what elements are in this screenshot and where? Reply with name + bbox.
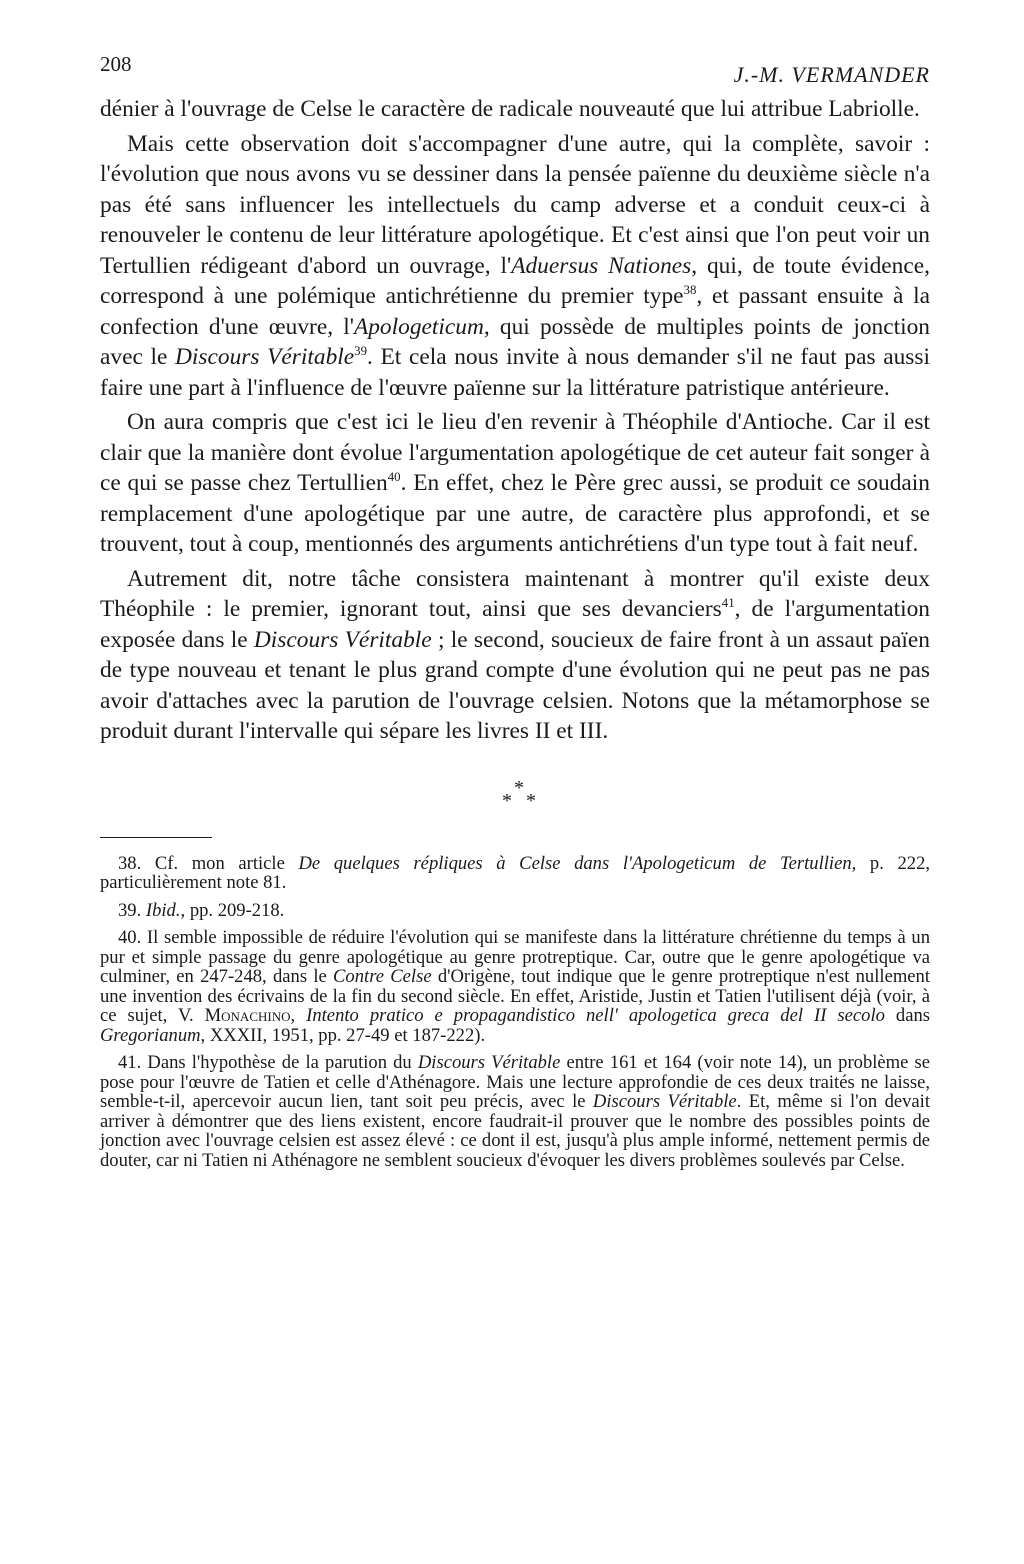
note-ref-39[interactable]: 39 bbox=[354, 344, 368, 359]
footnote-number: 41. bbox=[118, 1052, 142, 1073]
title-apologeticum: Apologeticum bbox=[353, 313, 484, 340]
paragraph-2-text: . Et cela nous invite à nous demander s'il ne faut pas aussi faire une part à l'influence de l'œuvre païenne sur la littérature patristique antérieure. bbox=[100, 344, 930, 401]
title-discours-veritable: Discours Véritable bbox=[175, 344, 355, 370]
paragraph-4-text: Autrement dit, notre tâche consistera maintenant à montrer qu'il existe deux Théophile : le premier, ignorant tout, ainsi que ses devanciers bbox=[100, 565, 930, 622]
asterism-divider bbox=[490, 777, 550, 817]
footnote-text: , p. 222, particulièrement note 81. bbox=[100, 852, 931, 893]
footnote-title: Contre Celse bbox=[333, 966, 432, 987]
asterisk-icon: * bbox=[502, 789, 512, 812]
footnote-ibid: Ibid. bbox=[145, 899, 181, 921]
note-ref-40[interactable]: 40 bbox=[387, 470, 401, 485]
paragraph-2-text: , qui, de toute évidence, correspond à une polémique antichrétienne du premier type bbox=[100, 252, 930, 309]
paragraph-1-text: dénier à l'ouvrage de Celse le caractère de radicale nouveauté que lui attribue Labriolle. bbox=[100, 96, 920, 122]
page-number: 208 bbox=[100, 52, 132, 76]
footnote-41 bbox=[100, 1053, 930, 1170]
footnote-title: Intento pratico e propagandistico nell' apologetica greca del II secolo bbox=[306, 1005, 885, 1026]
asterisk-icon: * bbox=[526, 789, 536, 812]
paragraph-1 bbox=[100, 94, 930, 125]
note-ref-41[interactable]: 41 bbox=[721, 596, 735, 611]
footnote-text: , pp. 209-218. bbox=[180, 899, 285, 921]
paragraph-2 bbox=[100, 129, 930, 404]
footnote-text: dans bbox=[884, 1005, 931, 1026]
footnote-text: entre 161 et 164 (voir note 14), un problème se pose pour l'œuvre de Tatien et celle d'Athénagore. Mais une lecture approfondie de ces deux traités ne laisse, semble-t-il, apercevoir aucun lien, tant soit peu précis, avec le bbox=[100, 1052, 930, 1112]
footnote-39 bbox=[100, 901, 930, 921]
asterisk-icon: * bbox=[514, 776, 524, 799]
paragraph-3-text: . En effet, chez le Père grec aussi, se produit ce soudain remplacement d'une apologétique par une autre, de caractère plus approfondi, et se trouvent, tout à coup, mentionnés des arguments antichrétiens d'un type tout à fait neuf. bbox=[100, 470, 930, 557]
paragraph-4-text: ; le second, soucieux de faire front à un assaut païen de type nouveau et tenant le plus grand compte d'une évolution qui ne peut pas ne pas avoir d'attaches avec la parution de l'ouvrage celsien. Notons que la métamorphose se produit durant l'intervalle qui sépare les livres II et III. bbox=[100, 626, 930, 744]
footnote-text: , XXXII, 1951, pp. 27-49 et 187-222). bbox=[200, 1024, 486, 1046]
footnote-text: , bbox=[290, 1005, 307, 1026]
footnotes bbox=[100, 854, 930, 1171]
footnote-title: Discours Véritable bbox=[417, 1052, 561, 1073]
footnote-text: . Et, même si l'on devait arriver à démontrer que des liens existent, encore faudrait-il prouver que le nombre des possibles points de jonction avec l'ouvrage celsien est assez élevé : ce dont il est, jusqu'à plus ample informé, nettement permis de douter, car ni Tatien ni Athénagore ne semblent soucieux d'évoquer les divers problèmes soulevés par Celse. bbox=[100, 1091, 930, 1171]
footnote-text: d'Origène, tout indique que le genre protreptique n'est nullement une invention des écrivains de la fin du second siècle. En effet, Aristide, Justin et Tatien l'utilisent déjà (voir, à ce sujet, V. bbox=[100, 966, 930, 1026]
footnote-text: Cf. mon article bbox=[141, 852, 299, 874]
title-aduersus-nationes: Aduersus Nationes bbox=[511, 252, 692, 279]
paragraph-3 bbox=[100, 407, 930, 560]
running-head: J.-M. VERMANDER bbox=[733, 62, 930, 87]
body-text bbox=[100, 94, 930, 747]
footnote-separator bbox=[100, 837, 212, 838]
footnote-title: Discours Véritable bbox=[592, 1091, 737, 1112]
footnote-38 bbox=[100, 854, 930, 893]
paragraph-2-text: , qui possède de multiples points de jonction avec le bbox=[100, 313, 930, 370]
footnote-title: De quelques répliques à Celse dans l'Apologeticum de Tertullien bbox=[298, 852, 852, 874]
paragraph-2-text: , et passant ensuite à la confection d'une œuvre, l' bbox=[100, 283, 930, 340]
footnote-text: Dans l'hypothèse de la parution du bbox=[141, 1052, 418, 1073]
author-name: Monachino bbox=[204, 1005, 291, 1026]
paragraph-2-text: Mais cette observation doit s'accompagner d'une autre, qui la complète, savoir : l'évolution que nous avons vu se dessiner dans la pensée païenne du deuxième siècle n'a pas été sans influencer les intellectuels du camp adverse et a conduit ceux-ci à renouveler le contenu de leur littérature apologétique. Et c'est ainsi que l'on peut voir un Tertullien rédigeant d'abord un ouvrage, l' bbox=[100, 130, 930, 279]
journal-title: Gregorianum bbox=[100, 1024, 201, 1046]
paragraph-4-text: , de l'argumentation exposée dans le bbox=[100, 596, 930, 653]
footnote-number: 40. bbox=[118, 927, 142, 948]
book-page bbox=[100, 48, 930, 1170]
note-ref-38[interactable]: 38 bbox=[683, 283, 697, 298]
paragraph-3-text: On aura compris que c'est ici le lieu d'en revenir à Théophile d'Antioche. Car il est clair que la manière dont évolue l'argumentation apologétique de cet auteur fait songer à ce qui se passe chez Tertullien bbox=[100, 409, 930, 496]
footnote-text: Il semble impossible de réduire l'évolution qui se manifeste dans la littérature chrétienne du temps à un pur et simple passage du genre apologétique au genre protreptique. Car, outre que le genre apologétique va culminer, en 247-248, dans le bbox=[100, 927, 930, 987]
title-discours-veritable: Discours Véritable bbox=[253, 626, 432, 653]
footnote-number: 38. bbox=[118, 852, 142, 874]
footnote-number: 39. bbox=[118, 899, 142, 921]
footnote-40 bbox=[100, 928, 930, 1045]
paragraph-4 bbox=[100, 564, 930, 747]
page-header bbox=[100, 48, 930, 94]
